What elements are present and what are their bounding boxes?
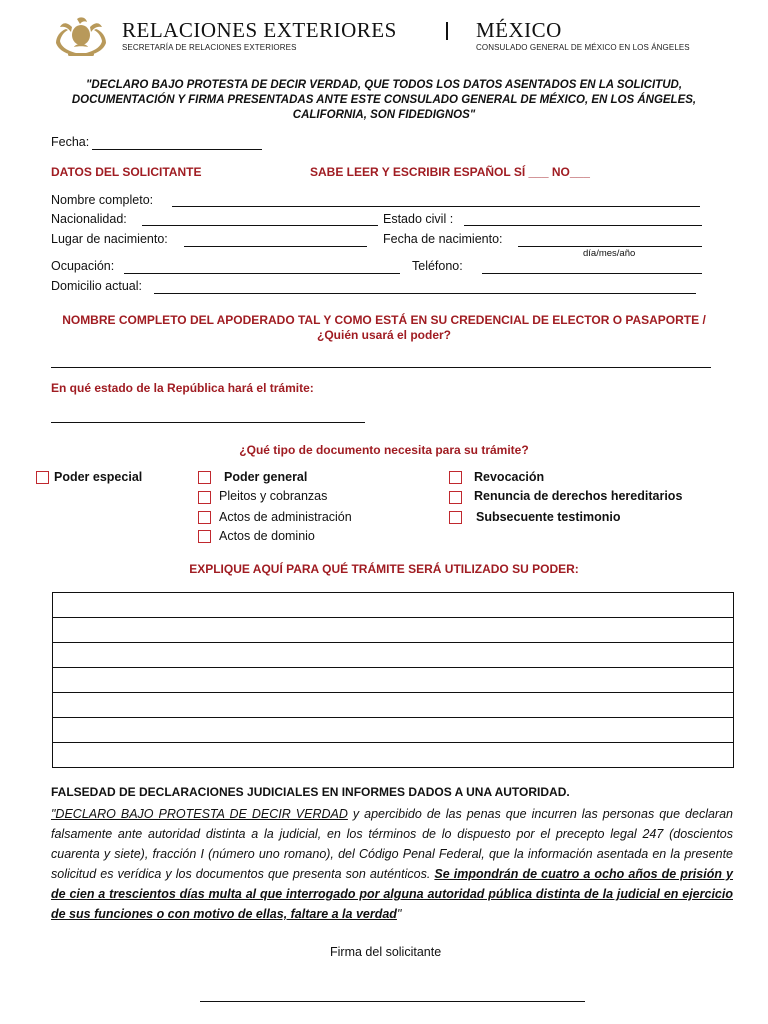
legal-body: y apercibido de las penas que incurren las personas que declaran falsamente ante autoridad distinta a la judicial, en los términos de lo dispuesto por el precepto legal 247 (doscientos cuarenta y siete), fracción I (número uno romano), del Código Penal Federal, que la información asentada en la presente solicitud es verídica y los documentos que presenta son auténticos. — [51, 807, 734, 881]
estado-tramite-heading: En qué estado de la República hará el trámite: — [51, 381, 314, 395]
declaration-text: "DECLARO BAJO PROTESTA DE DECIR VERDAD, QUE TODOS LOS DATOS ASENTADOS EN LA SOLICITUD, DOCUMENTACIÓN Y FIRMA PRESENTADAS ANTE ESTE CONSULADO GENERAL DE MÉXICO, EN LOS ÁNGELES, CALIFORNIA, SON FIDEDIGNOS" — [71, 79, 697, 121]
fecha-nacimiento-label: Fecha de nacimiento: — [383, 232, 503, 246]
option-actos-dominio-label: Actos de dominio — [219, 529, 315, 543]
checkbox-poder-especial[interactable] — [36, 471, 49, 484]
lugar-nacimiento-field[interactable] — [184, 246, 367, 247]
fecha-label: Fecha: — [51, 135, 90, 149]
explanation-row[interactable] — [53, 643, 733, 668]
estado-tramite-field[interactable] — [51, 422, 365, 423]
legal-heading: FALSEDAD DE DECLARACIONES JUDICIALES EN INFORMES DADOS A UNA AUTORIDAD. — [51, 785, 570, 799]
explanation-row[interactable] — [53, 693, 733, 718]
explique-heading: EXPLIQUE AQUÍ PARA QUÉ TRÁMITE SERÁ UTILIZADO SU PODER: — [189, 562, 579, 576]
ocupacion-field[interactable] — [124, 273, 400, 274]
explanation-row[interactable] — [53, 718, 733, 743]
explanation-row[interactable] — [53, 668, 733, 693]
header-subtitle-right: CONSULADO GENERAL DE MÉXICO EN LOS ÁNGELES — [476, 43, 690, 52]
option-poder-general-label: Poder general — [224, 470, 308, 484]
option-subsecuente-label: Subsecuente testimonio — [476, 510, 621, 524]
firma-field[interactable] — [200, 1001, 585, 1002]
legal-quote-close: " — [396, 907, 402, 921]
explanation-row[interactable] — [53, 618, 733, 643]
option-actos-administracion-label: Actos de administración — [219, 510, 352, 524]
tipo-documento-heading: ¿Qué tipo de documento necesita para su trámite? — [239, 443, 529, 457]
datos-solicitante-heading: DATOS DEL SOLICITANTE — [51, 165, 202, 179]
estado-civil-label: Estado civil : — [383, 212, 454, 226]
nombre-field[interactable] — [172, 206, 700, 207]
apoderado-heading: NOMBRE COMPLETO DEL APODERADO TAL Y COMO ESTÁ EN SU CREDENCIAL DE ELECTOR O PASAPORTE / ¿Quién usará el poder? — [62, 313, 706, 342]
ocupacion-label: Ocupación: — [51, 259, 115, 273]
header-title-left: RELACIONES EXTERIORES — [122, 18, 397, 42]
apoderado-field[interactable] — [51, 367, 711, 368]
legal-paragraph — [51, 804, 733, 924]
header-title-right: MÉXICO — [476, 18, 562, 42]
explanation-row[interactable] — [53, 743, 733, 767]
fecha-field[interactable] — [92, 149, 262, 150]
telefono-field[interactable] — [482, 273, 702, 274]
checkbox-actos-dominio[interactable] — [198, 530, 211, 543]
checkbox-poder-general[interactable] — [198, 471, 211, 484]
explanation-row[interactable] — [53, 593, 733, 618]
fecha-nacimiento-field[interactable] — [518, 246, 702, 247]
option-revocacion-label: Revocación — [474, 470, 545, 484]
checkbox-renuncia[interactable] — [449, 491, 462, 504]
checkbox-revocacion[interactable] — [449, 471, 462, 484]
header-divider — [446, 22, 448, 40]
header-subtitle-left: SECRETARÍA DE RELACIONES EXTERIORES — [122, 43, 297, 52]
fecha-format-hint: día/mes/año — [583, 248, 636, 259]
option-renuncia-label: Renuncia de derechos hereditarios — [474, 489, 683, 503]
legal-penalty: Se impondrán de cuatro a ocho años de prisión y de cien a trescientos días multa al que interrogado por alguna autoridad pública distinta de la judicial en ejercicio de sus funciones o con motivo de ellas, faltare a la verdad — [51, 867, 734, 921]
option-poder-especial-label: Poder especial — [54, 470, 143, 484]
explanation-table[interactable] — [52, 592, 734, 768]
estado-civil-field[interactable] — [464, 225, 702, 226]
lugar-nacimiento-label: Lugar de nacimiento: — [51, 232, 168, 246]
firma-label: Firma del solicitante — [330, 945, 442, 959]
checkbox-actos-administracion[interactable] — [198, 511, 211, 524]
nacionalidad-label: Nacionalidad: — [51, 212, 127, 226]
nombre-label: Nombre completo: — [51, 193, 154, 207]
option-pleitos-label: Pleitos y cobranzas — [219, 489, 328, 503]
sabe-leer-heading: SABE LEER Y ESCRIBIR ESPAÑOL SÍ ___ NO___ — [310, 165, 590, 179]
nacionalidad-field[interactable] — [142, 225, 378, 226]
checkbox-pleitos[interactable] — [198, 491, 211, 504]
mexican-coat-of-arms-icon — [50, 13, 112, 59]
domicilio-label: Domicilio actual: — [51, 279, 143, 293]
checkbox-subsecuente[interactable] — [449, 511, 462, 524]
legal-quote-open: "DECLARO BAJO PROTESTA DE DECIR VERDAD — [51, 807, 348, 821]
domicilio-field[interactable] — [154, 293, 696, 294]
telefono-label: Teléfono: — [412, 259, 463, 273]
